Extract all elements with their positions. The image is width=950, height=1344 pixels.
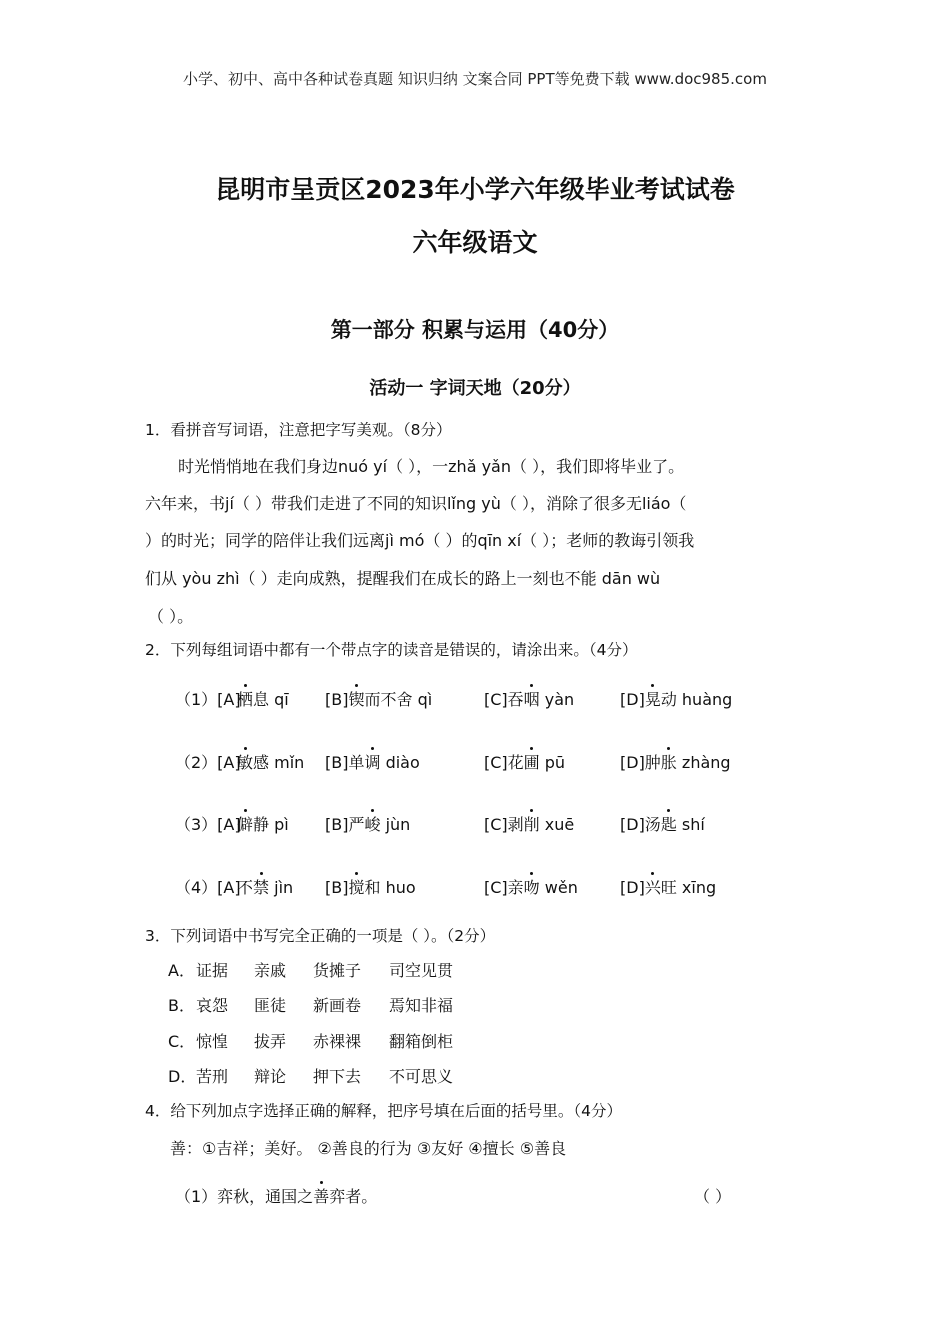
option-word: 匪徒 [254,996,287,1015]
q2-choice-c[interactable]: [C]剥削 xuē [484,815,575,834]
option-word: 拔弄 [254,1032,287,1051]
q2-row-label: （4）[A] [175,878,241,897]
option-word: 证据 [196,961,229,980]
q2-choice-d[interactable]: [D]汤匙 shí [620,815,705,834]
q2-row-label: （2）[A] [175,753,241,772]
option-letter: C． [168,1032,196,1051]
option-word: 赤裸裸 [313,1032,362,1051]
q1-line: （ ）。 [148,607,194,626]
q2-choice-b[interactable]: [B]锲而不舍 qì [325,690,433,709]
q1-line: 们从 yòu zhì（ ）走向成熟，提醒我们在成长的路上一刻也不能 dān wù [145,569,661,588]
q4-answer-blank[interactable]: （ ） [694,1187,732,1206]
q2-choice-d[interactable]: [D]兴旺 xīng [620,878,717,897]
q2-choice-a[interactable]: 栖息 qī [237,690,289,709]
q2-choice-d[interactable]: [D]肿胀 zhàng [620,753,731,772]
q1-line: 时光悄悄地在我们身边nuó yí（ ），一zhǎ yǎn（ ），我们即将毕业了。 [178,457,685,476]
q4-definitions: 善：①吉祥；美好。 ②善良的行为 ③友好 ④擅长 ⑤善良 [170,1139,567,1158]
option-word: 哀怨 [196,996,229,1015]
option-word: 苦刑 [196,1067,229,1086]
q2-choice-c[interactable]: [C]吞咽 yàn [484,690,575,709]
q2-row-label: （1）[A] [175,690,241,709]
option-word: 司空见贯 [389,961,454,980]
part-title: 第一部分 积累与运用（40分） [330,318,620,342]
option-letter: A． [168,961,195,980]
option-word: 焉知非福 [389,996,454,1015]
q4-prompt: 4．给下列加点字选择正确的解释，把序号填在后面的括号里。（4分） [145,1102,622,1120]
q2-choice-a[interactable]: 僻静 pì [237,815,289,834]
q1-line: 六年来，书jí（ ）带我们走进了不同的知识lǐng yù（ ），消除了很多无liáo（ [145,494,687,513]
option-letter: D． [168,1067,197,1086]
option-word: 不可思义 [389,1067,454,1086]
q3-prompt: 3．下列词语中书写完全正确的一项是（ ）。（2分） [145,927,496,945]
q2-choice-b[interactable]: [B]单调 diào [325,753,420,772]
exam-subtitle: 六年级语文 [412,228,538,257]
q2-choice-b[interactable]: [B]搅和 huo [325,878,416,897]
option-word: 押下去 [313,1067,362,1086]
q1-line: ）的时光；同学的陪伴让我们远离jì mó（ ）的qīn xí（ ）；老师的教诲引领我 [145,531,695,550]
option-word: 惊惶 [196,1032,229,1051]
activity-title: 活动一 字词天地（20分） [369,378,581,399]
exam-title: 昆明市呈贡区2023年小学六年级毕业考试试卷 [215,175,735,204]
option-word: 翻箱倒柜 [389,1032,454,1051]
q2-row-label: （3）[A] [175,815,241,834]
option-word: 辩论 [254,1067,287,1086]
q2-choice-d[interactable]: [D]晃动 huàng [620,690,733,709]
q4-item: （1）弈秋，通国之善弈者。 [175,1187,378,1206]
option-letter: B． [168,996,195,1015]
q2-choice-c[interactable]: [C]亲吻 wěn [484,878,578,897]
option-word: 亲戚 [254,961,287,980]
option-word: 新画卷 [313,996,362,1015]
q2-choice-a[interactable]: 不禁 jìn [237,878,294,897]
option-word: 货摊子 [313,961,362,980]
q2-choice-a[interactable]: 敏感 mǐn [237,753,305,772]
page-header: 小学、初中、高中各种试卷真题 知识归纳 文案合同 PPT等免费下载 www.doc985.com [183,70,767,88]
q2-choice-c[interactable]: [C]花圃 pū [484,753,566,772]
q1-prompt: 1．看拼音写词语，注意把字写美观。（8分） [145,421,452,439]
q2-choice-b[interactable]: [B]严峻 jùn [325,815,411,834]
q2-prompt: 2．下列每组词语中都有一个带点字的读音是错误的，请涂出来。（4分） [145,641,638,659]
